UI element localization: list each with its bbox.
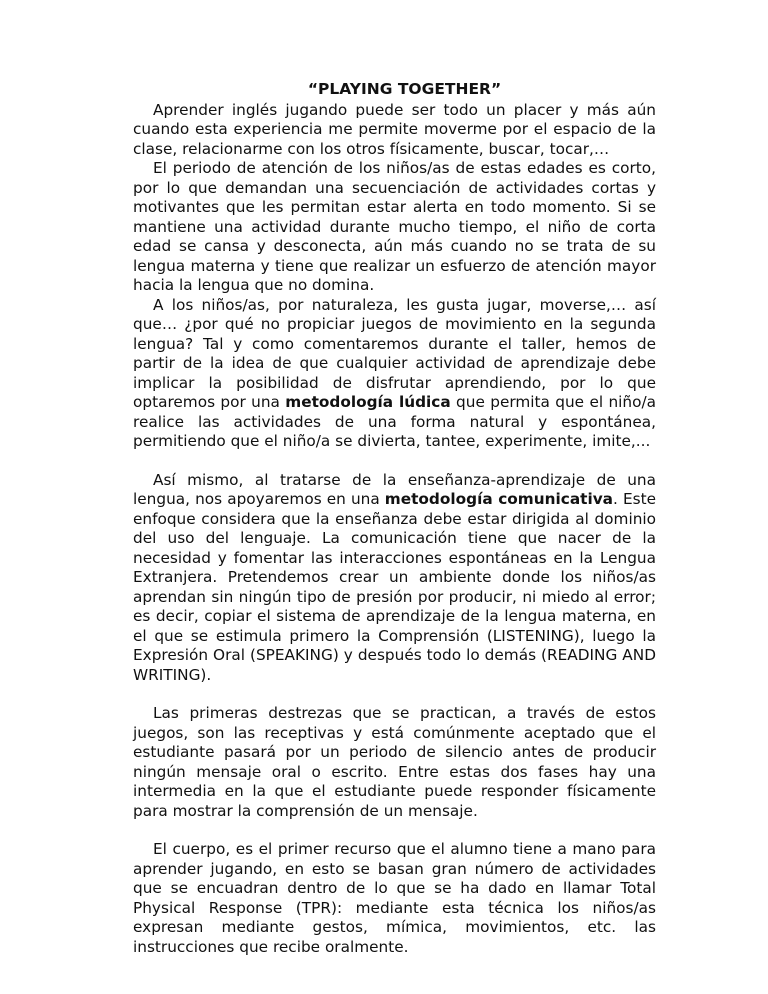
paragraph-communicative-text-b: . Este enfoque considera que la enseñanza debe estar dirigida al dominio del uso del lenguaje. La comunicación tiene que nacer de la necesidad y fomentar las interacciones espontáneas en la Lengua Extranjera. Pretendemos crear un ambiente donde los niños/as aprendan sin ningún tipo de presión por producir, ni miedo al error; es decir, copiar el sistema de aprendizaje de la lengua materna, en el que se estimula primero la Comprensión (LISTENING), luego la Expresión Oral (SPEAKING) y después todo lo demás (READING AND WRITING). [133, 490, 656, 684]
document-title: “PLAYING TOGETHER” [307, 80, 502, 98]
paragraph-communicative-text-a: Así mismo, al tratarse de la enseñanza-aprendizaje de una lengua, nos apoyaremos en una [133, 470, 656, 508]
paragraph-intro: Aprender inglés jugando puede ser todo un placer y más aún cuando esta experiencia me permite moverme por el espacio de la clase, relacionarme con los otros físicamente, buscar, tocar,… [133, 100, 656, 158]
paragraph-ludic-text-b: que permita que el niño/a realice las actividades de una forma natural y espontánea, permitiendo que el niño/a se divierta, tantee, experimente, imite,... [133, 393, 657, 450]
paragraph-ludic-bold: metodología lúdica [285, 393, 451, 411]
paragraph-skills: Las primeras destrezas que se practican, a través de estos juegos, son las receptivas y está comúnmente aceptado que el estudiante pasará por un periodo de silencio antes de producir ningún mensaje oral o escrito. Entre estas dos fases hay una intermedia en la que el estudiante puede responder físicamente para mostrar la comprensión de un mensaje. [133, 704, 656, 820]
paragraph-communicative [133, 471, 656, 686]
paragraph-ludic [133, 296, 656, 452]
paragraph-tpr: El cuerpo, es el primer recurso que el alumno tiene a mano para aprender jugando, en esto se basan gran número de actividades que se encuadran dentro de lo que se ha dado en llamar Total Physical Response (TPR): mediante esta técnica los niños/as expresan mediante gestos, mímica, movimientos, etc. las instrucciones que recibe oralmente. [133, 840, 656, 956]
paragraph-attention: El periodo de atención de los niños/as de estas edades es corto, por lo que demandan una secuenciación de actividades cortas y motivantes que les permitan estar alerta en todo momento. Si se mantiene una actividad durante mucho tiempo, el niño de corta edad se cansa y desconecta, aún más cuando no se trata de su lengua materna y tiene que realizar un esfuerzo de atención mayor hacia la lengua que no domina. [133, 159, 656, 294]
paragraph-ludic-text-a: A los niños/as, por naturaleza, les gusta jugar, moverse,… así que… ¿por qué no propiciar juegos de movimiento en la segunda lengua? Tal y como comentaremos durante el taller, hemos de partir de la idea de que cualquier actividad de aprendizaje debe implicar la posibilidad de disfrutar aprendiendo, por lo que optaremos por una [133, 295, 656, 411]
paragraph-communicative-bold: metodología comunicativa [384, 490, 613, 508]
